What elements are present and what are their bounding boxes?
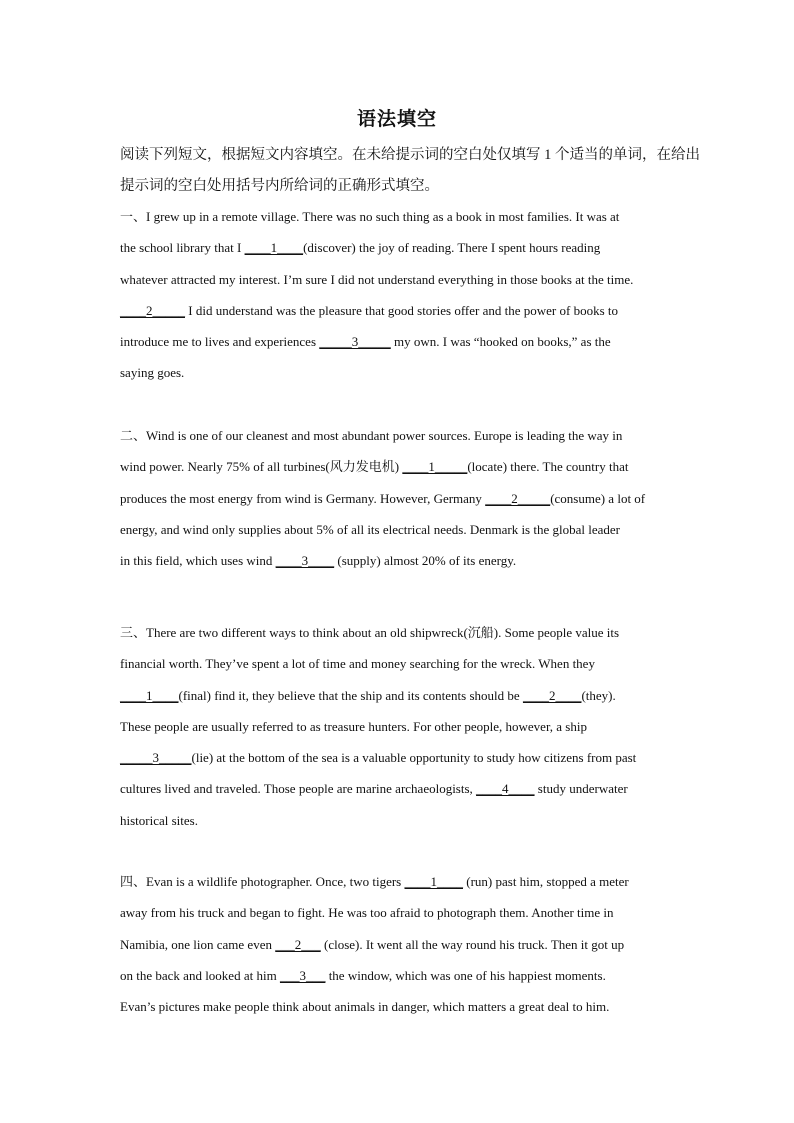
page-title: 语法填空 — [356, 109, 437, 130]
answer-blank: ____2_____ — [120, 302, 185, 318]
passage-line — [120, 420, 680, 451]
passage-text: (lie) at the bottom of the sea is a valuable opportunity to study how citizens from past — [191, 750, 637, 766]
passage-line — [120, 742, 680, 773]
answer-blank: _____3_____ — [120, 750, 192, 766]
passage-text: (close). It went all the way round his truck. Then it got up — [320, 936, 625, 952]
passage-line — [120, 514, 680, 545]
passage-text: (final) find it, they believe that the ship and its contents should be — [178, 687, 523, 703]
passage-text: study underwater — [534, 781, 628, 797]
passage-line — [120, 264, 680, 295]
passage-line — [120, 483, 680, 514]
passage-line — [120, 201, 680, 232]
passage-line — [120, 451, 680, 482]
passage-3 — [120, 617, 680, 836]
passage-text: produces the most energy from wind is Germany. However, Germany — [120, 490, 486, 506]
passage-line — [120, 648, 680, 679]
answer-blank: _____3_____ — [319, 334, 391, 350]
passage-text: These people are usually referred to as treasure hunters. For other people, however, a ship — [120, 718, 587, 734]
passage-text: 三、There are two different ways to think about an old shipwreck(沉船). Some people value its — [120, 625, 620, 640]
passage-text: Evan’s pictures make people think about animals in danger, which matters a great deal to him. — [120, 999, 610, 1015]
passage-text: Namibia, one lion came even — [120, 936, 276, 952]
passage-text: financial worth. They’ve spent a lot of time and money searching for the wreck. When they — [120, 656, 595, 672]
passage-text: energy, and wind only supplies about 5% of all its electrical needs. Denmark is the global leader — [120, 521, 620, 537]
passage-text: the window, which was one of his happiest moments. — [325, 967, 606, 983]
passage-text: 四、Evan is a wildlife photographer. Once, two tigers — [120, 874, 405, 889]
passage-line — [120, 929, 680, 960]
answer-blank: ___2___ — [275, 936, 321, 952]
passage-line — [120, 326, 680, 357]
passage-line — [120, 866, 680, 897]
passage-text: whatever attracted my interest. I’m sure I did not understand everything in those books at the time. — [120, 271, 634, 287]
passage-line — [120, 805, 680, 836]
answer-blank: ____1____ — [120, 687, 179, 703]
passage-text: in this field, which uses wind — [120, 553, 276, 569]
passage-text: my own. I was “hooked on books,” as the — [390, 334, 611, 350]
answer-blank: ____3____ — [275, 553, 335, 569]
passage-line — [120, 991, 680, 1022]
passage-text: historical sites. — [120, 812, 198, 828]
instructions — [120, 140, 700, 202]
passage-text: (discover) the joy of reading. There I spent hours reading — [303, 240, 601, 256]
answer-blank: ___3___ — [279, 967, 326, 983]
passage-line — [120, 773, 680, 804]
passage-line — [120, 232, 680, 263]
passage-line — [120, 897, 680, 928]
instruction-line: 阅读下列短文，根据短文内容填空。在未给提示词的空白处仅填写 1 个适当的单词，在给出 — [120, 147, 700, 163]
instruction-line: 提示词的空白处用括号内所给词的正确形式填空。 — [120, 178, 439, 194]
passage-text: (supply) almost 20% of its energy. — [334, 553, 517, 569]
passage-text: saying goes. — [120, 365, 185, 381]
passage-text: the school library that I — [120, 240, 245, 256]
answer-blank: ____2____ — [522, 687, 582, 703]
passage-text: I did understand was the pleasure that good stories offer and the power of books to — [185, 302, 618, 318]
passage-line — [120, 617, 680, 648]
passage-text: introduce me to lives and experiences — [120, 334, 320, 350]
passage-text: 二、Wind is one of our cleanest and most abundant power sources. Europe is leading the way in — [120, 428, 623, 443]
passage-text: wind power. Nearly 75% of all turbines(风力发电机) — [120, 459, 403, 475]
answer-blank: ____4____ — [476, 781, 535, 797]
answer-blank: ____1_____ — [402, 459, 468, 475]
passage-text: 一、I grew up in a remote village. There was no such thing as a book in most families. It was at — [120, 209, 620, 224]
passage-line — [120, 711, 680, 742]
passage-line — [120, 357, 680, 388]
passage-line — [120, 295, 680, 326]
passage-line — [120, 545, 680, 576]
passage-text: (consume) a lot of — [550, 490, 646, 506]
passage-4 — [120, 866, 680, 1022]
passage-text: cultures lived and traveled. Those people are marine archaeologists, — [120, 781, 477, 797]
passage-2 — [120, 420, 680, 576]
answer-blank: ____1____ — [404, 874, 463, 889]
passage-text: away from his truck and began to fight. He was too afraid to photograph them. Another time in — [120, 905, 614, 921]
passage-text: (they). — [581, 687, 616, 703]
passage-text: on the back and looked at him — [120, 967, 280, 983]
answer-blank: ____2_____ — [485, 490, 551, 506]
answer-blank: ____1____ — [244, 240, 304, 256]
passage-1 — [120, 201, 680, 389]
passage-text: (run) past him, stopped a meter — [463, 874, 629, 889]
passage-text: (locate) there. The country that — [467, 459, 629, 475]
passage-line — [120, 680, 680, 711]
passage-line — [120, 960, 680, 991]
